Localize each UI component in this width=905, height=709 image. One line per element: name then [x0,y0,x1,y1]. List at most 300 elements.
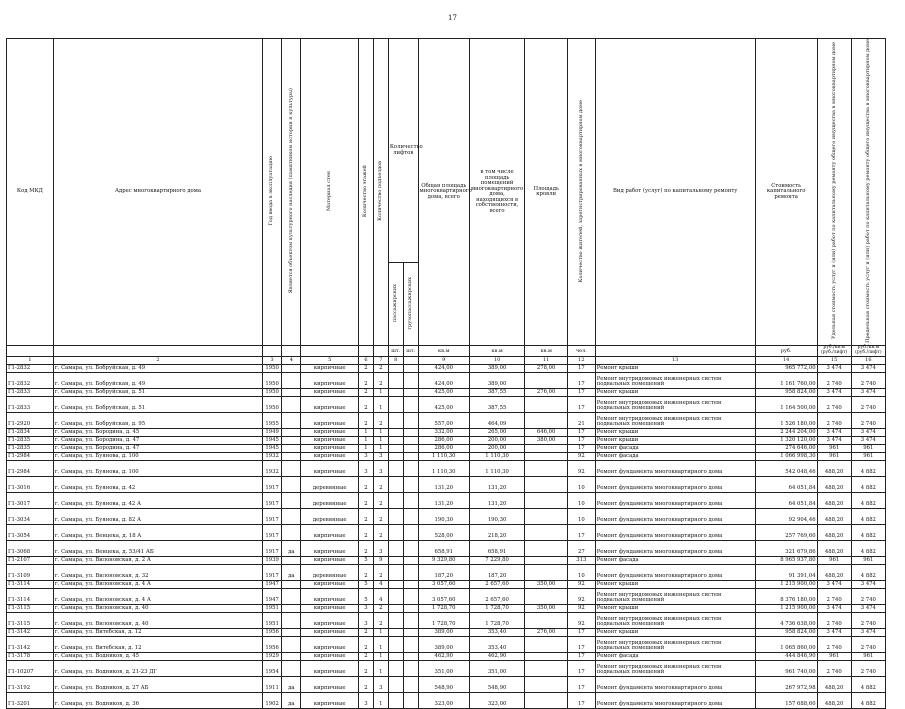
cell-lift-passenger [388,652,403,660]
cell-entrances: 2 [373,564,388,580]
cell-work: Ремонт крыши [595,628,755,636]
cell-residents: 10 [567,476,595,492]
cell-unit-cost: 3 474 [817,604,851,612]
cell-lift-freight [403,676,418,692]
cell-entrances: 3 [373,460,388,476]
cell-lift-freight [403,364,418,372]
cell-address: г. Самара, ул. Венцека, д. 53/41 АБ [53,540,262,556]
cell-lift-freight [403,692,418,708]
cell-year: 1939 [263,556,282,564]
cell-heritage [282,508,301,524]
table-row [7,628,886,636]
cell-owned-area: 1 728,70 [469,612,524,628]
cell-work: Ремонт крыши [595,388,755,396]
cell-entrances: 2 [373,372,388,388]
cell-year: 1917 [263,564,282,580]
cell-unit-cost: 488,20 [817,564,851,580]
column-number: 1 [7,356,54,364]
table-row [7,452,886,460]
cell-heritage [282,580,301,588]
table-row [7,556,886,564]
cell-wall: кирпичные [301,556,359,564]
column-numbers-row [7,356,886,364]
cell-cost: 91 391,04 [755,564,817,580]
cell-code: Г1-3142 [7,636,54,652]
cell-total-area: 286,00 [418,436,469,444]
cell-total-area: 1 110,30 [418,452,469,460]
cell-roof-area [525,396,568,412]
cell-lift-passenger [388,636,403,652]
cell-year: 1929 [263,652,282,660]
cell-max-cost: 4 882 [851,564,885,580]
table-row [7,428,886,436]
cell-code: Г1-3017 [7,492,54,508]
cell-entrances: 2 [373,364,388,372]
table-row [7,444,886,452]
cell-unit-cost: 3 474 [817,436,851,444]
table-row [7,604,886,612]
cell-address: г. Самара, ул. Буянова, д. 42 [53,476,262,492]
cell-max-cost: 3 474 [851,428,885,436]
cell-roof-area [525,652,568,660]
cell-address: г. Самара, ул. Витебская, д. 12 [53,628,262,636]
cell-cost: 542 048,46 [755,460,817,476]
cell-lift-freight [403,556,418,564]
cell-residents: 10 [567,564,595,580]
cell-entrances: 2 [373,604,388,612]
cell-work: Ремонт внутридомовых инженерных систем подвальных помещений [595,412,755,428]
cell-unit-cost: 488,20 [817,676,851,692]
cell-floors: 5 [358,556,373,564]
cell-heritage [282,604,301,612]
cell-total-area: 528,00 [418,524,469,540]
cell-lift-freight [403,476,418,492]
cell-address: г. Самара, ул. Вилоновская, д. 2 А [53,556,262,564]
cell-lift-passenger [388,556,403,564]
cell-max-cost: 2 740 [851,660,885,676]
cell-cost: 1 065 860,00 [755,636,817,652]
cell-unit-cost: 488,20 [817,524,851,540]
cell-owned-area: 1 110,30 [469,460,524,476]
cell-max-cost: 4 882 [851,476,885,492]
cell-wall: кирпичные [301,412,359,428]
cell-year: 1950 [263,388,282,396]
cell-total-area: 658,91 [418,540,469,556]
cell-lift-passenger [388,476,403,492]
cell-unit-cost: 3 474 [817,628,851,636]
cell-lift-passenger [388,428,403,436]
cell-total-area: 9 329,80 [418,556,469,564]
cell-year: 1950 [263,396,282,412]
table-row [7,460,886,476]
cell-owned-area: 387,55 [469,396,524,412]
cell-address: г. Самара, ул. Бобруйская, д. 49 [53,364,262,372]
cell-max-cost: 4 882 [851,508,885,524]
cell-address: г. Самара, ул. Бобруйская, д. 95 [53,412,262,428]
cell-cost: 1 526 180,00 [755,412,817,428]
cell-total-area: 389,00 [418,628,469,636]
header-freight: грузопассажирских [407,276,414,330]
cell-roof-area [525,412,568,428]
cell-unit-cost: 961 [817,652,851,660]
cell-work: Ремонт фундамента многоквартирного дома [595,492,755,508]
cell-roof-area: 646,00 [525,428,568,436]
table-row [7,692,886,708]
cell-entrances: 1 [373,428,388,436]
cell-max-cost: 2 740 [851,372,885,388]
unit-rub: руб. [755,346,817,356]
cell-cost: 444 846,90 [755,652,817,660]
cell-entrances: 4 [373,580,388,588]
cell-cost: 274 646,00 [755,444,817,452]
cell-max-cost: 2 740 [851,636,885,652]
cell-code: Г1-3109 [7,564,54,580]
cell-owned-area: 323,00 [469,692,524,708]
cell-lift-passenger [388,580,403,588]
cell-work: Ремонт фундамента многоквартирного дома [595,524,755,540]
cell-lift-freight [403,396,418,412]
table-row [7,588,886,604]
cell-address: г. Самара, ул. Буянова, д. 82 А [53,508,262,524]
cell-floors: 2 [358,492,373,508]
cell-residents: 92 [567,612,595,628]
cell-cost: 961 740,00 [755,660,817,676]
cell-address: г. Самара, ул. Вилоновская, д. 40 [53,604,262,612]
cell-work: Ремонт фасада [595,452,755,460]
cell-code: Г1-2832 [7,372,54,388]
header-works: Вид работ (услуг) по капитальному ремонту [595,39,755,346]
cell-unit-cost: 488,20 [817,540,851,556]
cell-owned-area: 7 229,80 [469,556,524,564]
cell-total-area: 462,90 [418,652,469,660]
cell-roof-area [525,492,568,508]
cell-code: Г1-2835 [7,436,54,444]
table-row [7,540,886,556]
cell-floors: 3 [358,452,373,460]
column-number: 11 [525,356,568,364]
cell-residents: 27 [567,540,595,556]
cell-address: г. Самара, ул. Водников, д. 36 [53,692,262,708]
cell-lift-passenger [388,660,403,676]
capital-repair-table [6,38,886,709]
column-number: 3 [263,356,282,364]
cell-owned-area: 353,40 [469,628,524,636]
cell-code: Г1-3114 [7,580,54,588]
cell-wall: кирпичные [301,428,359,436]
cell-max-cost: 3 474 [851,436,885,444]
cell-entrances: 1 [373,388,388,396]
cell-wall: деревянные [301,476,359,492]
cell-floors: 3 [358,460,373,476]
cell-lift-freight [403,612,418,628]
cell-lift-freight [403,660,418,676]
cell-heritage [282,492,301,508]
cell-total-area: 286,00 [418,444,469,452]
cell-heritage [282,636,301,652]
cell-owned-area: 1 728,70 [469,604,524,612]
cell-lift-passenger [388,364,403,372]
table-row [7,652,886,660]
cell-roof-area: 350,00 [525,604,568,612]
cell-unit-cost: 961 [817,452,851,460]
cell-roof-area: 276,00 [525,628,568,636]
column-number: 10 [469,356,524,364]
cell-residents: 17 [567,524,595,540]
cell-code: Г1-10207 [7,660,54,676]
cell-floors: 2 [358,364,373,372]
table-row [7,396,886,412]
cell-heritage [282,652,301,660]
header-wall: Материал стен [326,170,333,211]
cell-work: Ремонт фундамента многоквартирного дома [595,476,755,492]
cell-code: Г1-3114 [7,588,54,604]
cell-lift-freight [403,508,418,524]
cell-cost: 1 320 120,00 [755,436,817,444]
cell-total-area: 389,00 [418,636,469,652]
cell-max-cost: 2 740 [851,412,885,428]
cell-lift-passenger [388,588,403,604]
table-row [7,364,886,372]
cell-total-area: 351,00 [418,660,469,676]
cell-entrances: 1 [373,396,388,412]
cell-heritage [282,476,301,492]
cell-lift-passenger [388,444,403,452]
header-total-area: Общая площадь многоквартирного дома, всего [418,39,469,346]
cell-roof-area [525,612,568,628]
table-row [7,508,886,524]
cell-residents: 10 [567,492,595,508]
cell-floors: 2 [358,628,373,636]
cell-wall: кирпичные [301,676,359,692]
cell-entrances: 1 [373,436,388,444]
cell-entrances: 2 [373,524,388,540]
unit-sqm: кв.м [418,346,469,356]
cell-entrances: 1 [373,628,388,636]
cell-owned-area: 548,90 [469,676,524,692]
cell-owned-area: 387,55 [469,388,524,396]
cell-roof-area: 380,00 [525,436,568,444]
cell-residents: 92 [567,604,595,612]
cell-owned-area: 265,00 [469,428,524,436]
cell-floors: 3 [358,692,373,708]
cell-max-cost: 4 882 [851,540,885,556]
header-max-cost: Предельная стоимость услуг и (или) работ по капитальному ремонту общего имущества в многоквартирном доме [864,39,871,343]
column-number: 2 [53,356,262,364]
cell-owned-area: 131,20 [469,476,524,492]
table-row [7,524,886,540]
cell-work: Ремонт крыши [595,604,755,612]
cell-heritage [282,436,301,444]
cell-roof-area: 278,00 [525,364,568,372]
cell-code: Г1-2835 [7,444,54,452]
cell-code: Г1-3201 [7,692,54,708]
cell-total-area: 131,20 [418,476,469,492]
cell-address: г. Самара, ул. Бородина, д. 47 [53,436,262,444]
cell-max-cost: 4 882 [851,460,885,476]
cell-code: Г1-2984 [7,460,54,476]
units-row [7,346,886,356]
cell-lift-freight [403,652,418,660]
cell-cost: 958 824,00 [755,388,817,396]
cell-work: Ремонт фундамента многоквартирного дома [595,676,755,692]
cell-year: 1932 [263,460,282,476]
cell-address: г. Самара, ул. Вилоновская, д. 32 [53,564,262,580]
cell-unit-cost: 3 474 [817,364,851,372]
cell-total-area: 3 057,60 [418,588,469,604]
cell-unit-cost: 961 [817,556,851,564]
cell-wall: кирпичные [301,452,359,460]
cell-cost: 64 051,84 [755,492,817,508]
cell-heritage [282,628,301,636]
cell-entrances: 2 [373,476,388,492]
cell-roof-area [525,540,568,556]
cell-floors: 2 [358,636,373,652]
cell-cost: 8 376 180,00 [755,588,817,604]
cell-heritage: да [282,676,301,692]
cell-total-area: 332,00 [418,428,469,436]
cell-floors: 5 [358,588,373,604]
cell-address: г. Самара, ул. Витебская, д. 12 [53,636,262,652]
cell-total-area: 323,00 [418,692,469,708]
cell-wall: кирпичные [301,588,359,604]
cell-wall: кирпичные [301,396,359,412]
cell-floors: 2 [358,412,373,428]
header-owned-area: в том числе площадь помещений многоквартирного дома, находящихся в собственности, всего [469,39,524,346]
cell-cost: 1 215 900,00 [755,604,817,612]
cell-entrances: 2 [373,412,388,428]
table-row [7,372,886,388]
cell-lift-passenger [388,676,403,692]
cell-unit-cost: 2 740 [817,660,851,676]
cell-owned-area: 2 657,60 [469,588,524,604]
header-roof-area: Площадь кровли [525,39,568,346]
cell-address: г. Самара, ул. Вилоновская, д. 4 А [53,580,262,588]
cell-owned-area: 2 657,60 [469,580,524,588]
cell-entrances: 1 [373,660,388,676]
cell-total-area: 1 728,70 [418,612,469,628]
cell-residents: 92 [567,452,595,460]
header-code: Код МКД [7,39,54,346]
cell-owned-area: 353,40 [469,636,524,652]
cell-max-cost: 4 882 [851,676,885,692]
cell-work: Ремонт крыши [595,364,755,372]
cell-lift-passenger [388,452,403,460]
cell-work: Ремонт крыши [595,580,755,588]
cell-total-area: 557,00 [418,412,469,428]
cell-address: г. Самара, ул. Водников, д. 21-23 ДГ [53,660,262,676]
cell-work: Ремонт крыши [595,428,755,436]
cell-address: г. Самара, ул. Водников, д. 27 АБ [53,676,262,692]
cell-year: 1947 [263,588,282,604]
cell-owned-area: 389,00 [469,364,524,372]
cell-roof-area [525,444,568,452]
cell-work: Ремонт фундамента многоквартирного дома [595,508,755,524]
cell-floors: 2 [358,476,373,492]
cell-owned-area: 200,00 [469,436,524,444]
cell-lift-freight [403,452,418,460]
cell-heritage [282,444,301,452]
cell-owned-area: 190,30 [469,508,524,524]
column-number: 9 [418,356,469,364]
cell-residents: 17 [567,628,595,636]
cell-work: Ремонт фасада [595,652,755,660]
cell-wall: кирпичные [301,540,359,556]
cell-owned-area: 389,00 [469,372,524,388]
cell-heritage [282,556,301,564]
cell-address: г. Самара, ул. Буянова, д. 100 [53,452,262,460]
cell-owned-area: 658,91 [469,540,524,556]
cell-code: Г1-3034 [7,508,54,524]
cell-lift-passenger [388,436,403,444]
cell-floors: 1 [358,428,373,436]
column-number: 8 [388,356,403,364]
cell-work: Ремонт фундамента многоквартирного дома [595,540,755,556]
cell-unit-cost: 2 740 [817,588,851,604]
cell-cost: 8 965 937,80 [755,556,817,564]
cell-total-area: 424,00 [418,364,469,372]
cell-lift-freight [403,524,418,540]
cell-code: Г1-2984 [7,452,54,460]
cell-roof-area [525,588,568,604]
cell-wall: кирпичные [301,692,359,708]
cell-work: Ремонт внутридомовых инженерных систем подвальных помещений [595,396,755,412]
cell-floors: 2 [358,564,373,580]
cell-total-area: 1 728,70 [418,604,469,612]
cell-max-cost: 2 740 [851,396,885,412]
cell-code: Г1-2107 [7,556,54,564]
cell-lift-passenger [388,524,403,540]
cell-lift-passenger [388,492,403,508]
cell-lift-freight [403,428,418,436]
cell-entrances: 2 [373,492,388,508]
column-number: 5 [301,356,359,364]
cell-cost: 958 824,00 [755,628,817,636]
cell-year: 1917 [263,492,282,508]
cell-floors: 2 [358,372,373,388]
cell-entrances: 1 [373,692,388,708]
cell-heritage [282,660,301,676]
cell-code: Г1-3178 [7,652,54,660]
cell-cost: 2 244 204,00 [755,428,817,436]
cell-entrances: 3 [373,452,388,460]
cell-residents: 17 [567,388,595,396]
cell-max-cost: 4 882 [851,492,885,508]
cell-floors: 2 [358,540,373,556]
cell-lift-freight [403,588,418,604]
table-row [7,492,886,508]
cell-total-area: 3 057,60 [418,580,469,588]
cell-lift-passenger [388,612,403,628]
cell-total-area: 424,00 [418,372,469,388]
column-number: 6 [358,356,373,364]
cell-entrances: 3 [373,676,388,692]
cell-year: 1917 [263,524,282,540]
cell-floors: 5 [358,580,373,588]
cell-lift-freight [403,564,418,580]
cell-address: г. Самара, ул. Бобруйская, д. 51 [53,388,262,396]
cell-heritage [282,452,301,460]
cell-cost: 1 161 760,00 [755,372,817,388]
cell-unit-cost: 961 [817,444,851,452]
cell-address: г. Самара, ул. Венцека, д. 18 А [53,524,262,540]
column-number: 15 [817,356,851,364]
cell-floors: 2 [358,676,373,692]
table-row [7,636,886,652]
cell-lift-freight [403,372,418,388]
cell-lift-passenger [388,564,403,580]
cell-wall: кирпичные [301,372,359,388]
cell-unit-cost: 2 740 [817,412,851,428]
